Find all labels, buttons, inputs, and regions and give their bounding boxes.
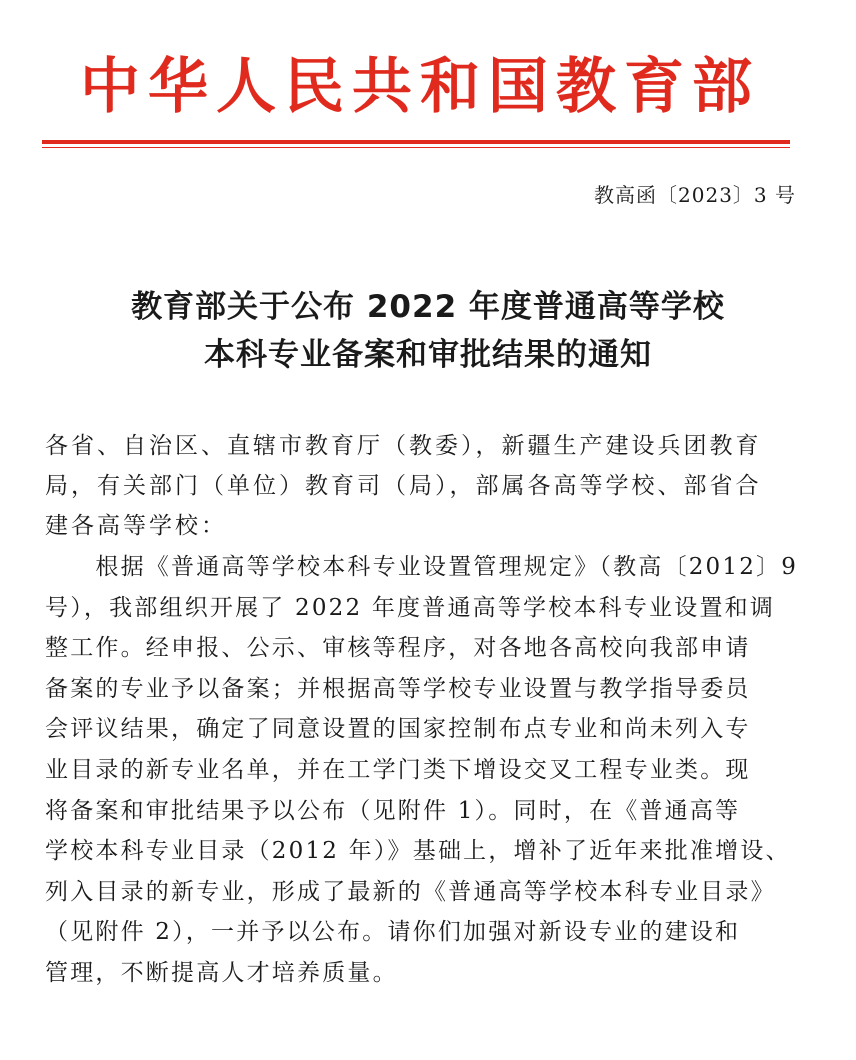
body-line: 将备案和审批结果予以公布（见附件 1）。同时，在《普通高等 bbox=[45, 797, 741, 824]
addressee-paragraph bbox=[45, 426, 815, 546]
masthead-rule-thin bbox=[42, 147, 790, 148]
body-line: （见附件 2），一并予以公布。请你们加强对新设专业的建设和 bbox=[45, 919, 741, 946]
title-line-2: 本科专业备案和审批结果的通知 bbox=[204, 337, 652, 373]
body-line: 列入目录的新专业，形成了最新的《普通高等学校本科专业目录》 bbox=[45, 878, 776, 905]
body-line: 会评议结果，确定了同意设置的国家控制布点专业和尚未列入专 bbox=[45, 716, 751, 743]
body-line: 学校本科专业目录（2012 年）》基础上，增补了近年来批准增设、 bbox=[45, 838, 791, 865]
issuer-masthead: 中华人民共和国教育部 bbox=[80, 52, 760, 122]
masthead-rule-thick bbox=[42, 140, 790, 144]
document-title bbox=[0, 283, 856, 379]
document-number: 教高函〔2023〕3 号 bbox=[594, 183, 796, 207]
title-line-1: 教育部关于公布 2022 年度普通高等学校 bbox=[131, 289, 725, 325]
addressee-line: 各省、自治区、直辖市教育厅（教委），新疆生产建设兵团教育 bbox=[45, 433, 762, 459]
body-line: 管理，不断提高人才培养质量。 bbox=[45, 959, 398, 986]
body-line: 整工作。经申报、公示、审核等程序，对各地各高校向我部申请 bbox=[45, 635, 751, 662]
body-line: 号），我部组织开展了 2022 年度普通高等学校本科专业设置和调 bbox=[45, 594, 776, 621]
body-line: 业目录的新专业名单，并在工学门类下增设交叉工程专业类。现 bbox=[45, 756, 751, 783]
addressee-line: 局，有关部门（单位）教育司（局），部属各高等学校、部省合 bbox=[45, 473, 762, 499]
addressee-line: 建各高等学校： bbox=[45, 513, 227, 539]
body-paragraph bbox=[45, 547, 815, 994]
body-line: 根据《普通高等学校本科专业设置管理规定》（教高〔2012〕9 bbox=[45, 554, 799, 580]
body-line: 备案的专业予以备案；并根据高等学校专业设置与教学指导委员 bbox=[45, 675, 751, 702]
